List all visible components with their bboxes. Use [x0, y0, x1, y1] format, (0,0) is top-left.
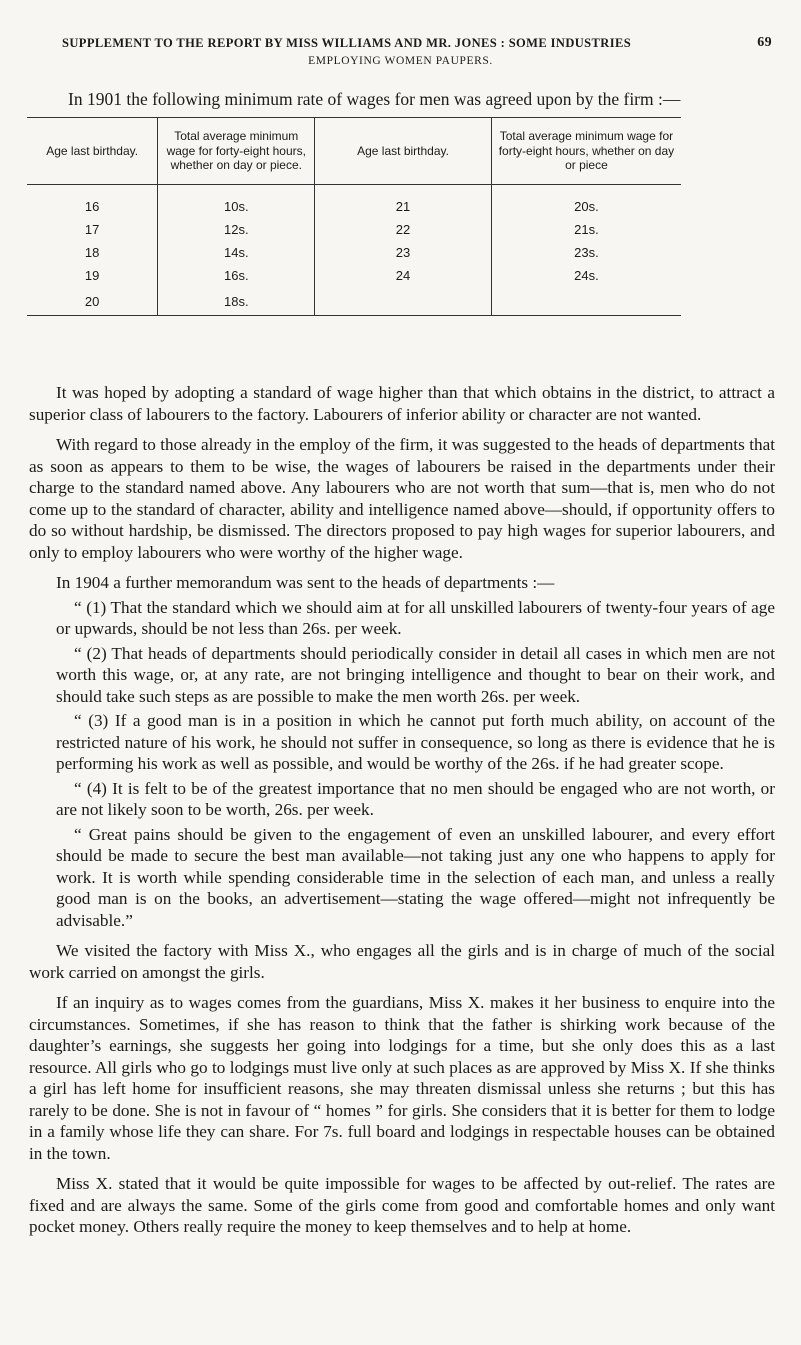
memorandum-item: “ Great pains should be given to the engagement of even an unskilled labourer, and every effort should be made to secure the best man available—not taking just any one who happens to apply for work. It is worth while spending considerable time in the selection of each man, and unless a really good man is on the books, an advertisement—stating the wage offered—might not infrequently be advisable.”	[56, 824, 775, 930]
table-row	[27, 218, 681, 241]
running-subtitle: EMPLOYING WOMEN PAUPERS.	[308, 55, 493, 67]
memorandum-item: “ (2) That heads of departments should periodically consider in detail all cases in which men are not worth this wage, or, at any rate, are not bringing intelligence and thought to bear on their work, and should take such steps as are possible to make the men worth 26s. per week.	[56, 643, 775, 706]
wage-table	[27, 118, 681, 316]
page-number: 69	[757, 35, 772, 50]
table-cell	[491, 287, 681, 316]
paragraph: We visited the factory with Miss X., who engages all the girls and is in charge of much of the social work carried on amongst the girls.	[29, 941, 775, 982]
paragraph: If an inquiry as to wages comes from the guardians, Miss X. makes it her business to enquire into the circumstances. Sometimes, if she has reason to think that the father is shirking work because of the daughter’s earnings, she suggests her going into lodgings for a time, but she only does this as a last resource. All girls who go to lodgings must live only at such places as are approved by Miss X. If she thinks a girl has left home for insufficient reasons, she may threaten dismissal unless she returns ; but this has rarely to be done. She is not in favour of “ homes ” for girls. She considers that it is better for them to lodge in a family whose life they can share. For 7s. full board and lodgings in respectable houses can be obtained in the town.	[29, 993, 775, 1163]
table-row	[27, 241, 681, 264]
table-cell: 18	[84, 245, 100, 260]
table-cell: 22	[315, 218, 492, 241]
table-cell: 20	[27, 287, 158, 316]
table-cell: 21	[315, 185, 492, 219]
column-header: Age last birthday.	[27, 118, 158, 185]
table-row	[27, 264, 681, 287]
memorandum-item: “ (1) That the standard which we should aim at for all unskilled labourers of twenty-four years of age or upwards, should be not less than 26s. per week.	[56, 597, 775, 638]
table-row	[27, 185, 681, 219]
paragraph: In 1904 a further memorandum was sent to the heads of departments :—	[56, 573, 555, 592]
body-text	[29, 382, 775, 1247]
table-cell: 12s.	[158, 218, 315, 241]
intro-sentence: In 1901 the following minimum rate of wages for men was agreed upon by the firm :—	[68, 89, 681, 109]
table-cell: 23	[315, 241, 492, 264]
table-cell: 24	[315, 264, 492, 287]
table-cell: 10s.	[158, 185, 315, 219]
memorandum-item: “ (3) If a good man is in a position in which he cannot put forth much ability, on account of the restricted nature of his work, he should not suffer in consequence, so long as there is evidence that he is performing his work as well as possible, and would be worthy of the 26s. if he had greater scope.	[56, 711, 775, 773]
column-header: Total average minimum wage for forty-eight hours, whether on day or piece.	[158, 118, 315, 185]
table-cell: 17	[84, 222, 100, 237]
table-cell: 16	[84, 199, 100, 214]
table-cell: 19	[84, 268, 100, 283]
table-row	[27, 287, 681, 316]
table-header-row	[27, 118, 681, 185]
paragraph: It was hoped by adopting a standard of wage higher than that which obtains in the district, to attract a superior class of labourers to the factory. Labourers of inferior ability or character are not wanted.	[29, 383, 775, 424]
table-cell: 21s.	[491, 218, 681, 241]
paragraph: Miss X. stated that it would be quite impossible for wages to be affected by out-relief. The rates are fixed and are always the same. Some of the girls come from good and comfortable homes and only want pocket money. Others really require the money to keep themselves and to help at home.	[29, 1174, 775, 1236]
table-cell: 23s.	[491, 241, 681, 264]
table-cell: 18s.	[158, 287, 315, 316]
table-cell: 14s.	[158, 241, 315, 264]
running-header	[62, 35, 772, 51]
table-cell: 16s.	[158, 264, 315, 287]
column-header: Total average minimum wage for forty-eight hours, whether on day or piece	[491, 118, 681, 185]
running-title: SUPPLEMENT TO THE REPORT BY MISS WILLIAMS AND MR. JONES : SOME INDUSTRIES	[62, 36, 632, 50]
table-cell: 20s.	[491, 185, 681, 219]
memorandum-item: “ (4) It is felt to be of the greatest importance that no men should be engaged who are not worth, or are not likely soon to be worth, 26s. per week.	[56, 778, 775, 819]
table-cell: 24s.	[491, 264, 681, 287]
table-cell	[315, 287, 492, 316]
column-header: Age last birthday.	[315, 118, 492, 185]
paragraph: With regard to those already in the employ of the firm, it was suggested to the heads of departments that as soon as appears to them to be wise, the wages of labourers be raised in the departments under their charge to the standard named above. Any labourers who are not worth that sum—that is, men who do not come up to the standard of character, ability and intelligence named above—should, if opportunity offers to do so without hardship, be dismissed. The directors proposed to pay high wages for superior labourers, and only to employ labourers who were worthy of the higher wage.	[29, 435, 775, 562]
